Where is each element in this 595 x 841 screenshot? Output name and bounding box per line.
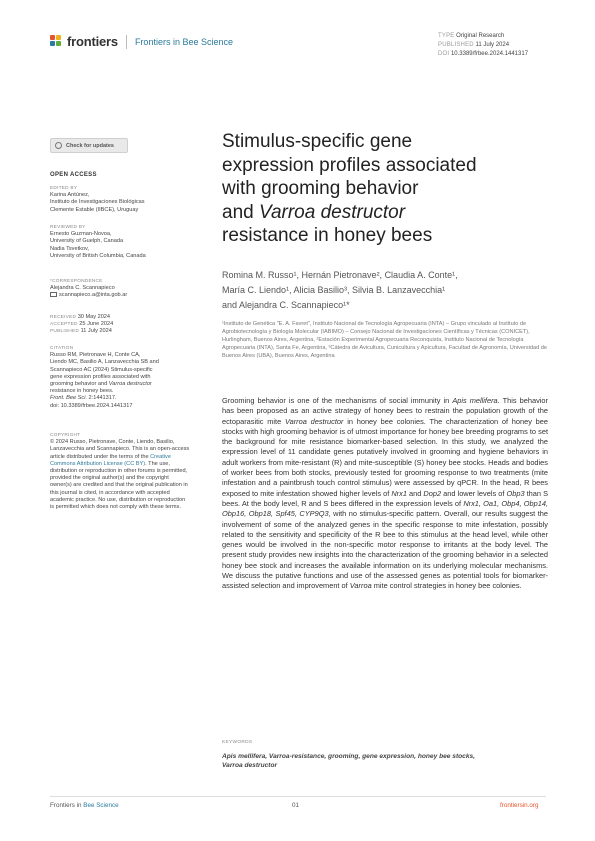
page-number: 01 <box>292 802 300 809</box>
type-label: TYPE <box>438 33 455 39</box>
citation-species: Varroa destructor <box>108 381 152 388</box>
citation-line: Russo RM, Pietronave H, Conte CA, <box>50 352 141 359</box>
citation-line: Scannapieco AC (2024) Stimulus-specific <box>50 366 153 373</box>
received-date: 30 May 2024 <box>77 314 111 320</box>
doi-label: DOI <box>438 51 450 57</box>
citation-journal: Front. Bee Sci. <box>50 395 87 402</box>
citation-section <box>50 345 190 410</box>
reviewed-by-section <box>50 224 190 260</box>
published-date: 11 July 2024 <box>80 328 112 335</box>
title-line: resistance in honey bees <box>222 225 433 246</box>
citation-line: Liendo MC, Basilio A, Lanzavecchia SB and <box>50 359 159 366</box>
keywords-label: KEYWORDS <box>222 740 253 745</box>
dates-section <box>50 314 190 336</box>
copyright-text: © 2024 Russo, Pietronave, Conte, Liendo, Basilio, Lanzavecchia and Scannapieco. This is an open-access article distributed under the terms of the <box>50 439 190 460</box>
title-line: expression profiles associated <box>222 154 477 176</box>
journal-name[interactable]: Frontiers in Bee Science <box>134 36 233 47</box>
check-updates-label: Check for updates <box>66 142 114 149</box>
correspondence-section <box>50 278 190 300</box>
published-label: PUBLISHED <box>50 329 79 335</box>
correspondence-name: Alejandra C. Scannapieco <box>50 285 115 292</box>
open-access-label: OPEN ACCESS <box>50 172 97 178</box>
received-label: RECEIVED <box>50 315 77 320</box>
reviewer-name: Ernesto Guzman-Novoa, <box>50 231 112 238</box>
published-label: PUBLISHED <box>438 42 474 48</box>
reviewer-affil: University of Guelph, Canada <box>50 238 124 245</box>
accepted-date: 25 June 2024 <box>79 321 114 328</box>
citation-doi[interactable]: doi: 10.3389/frbee.2024.1441317 <box>50 402 133 409</box>
edited-by-label: EDITED BY <box>50 186 78 191</box>
title-species: Varroa destructor <box>258 201 406 223</box>
accepted-label: ACCEPTED <box>50 322 78 328</box>
reviewer-affil: University of British Columbia, Canada <box>50 252 146 259</box>
authors-line[interactable]: María C. Liendo¹, Alicia Basilio³, Silvia B. Lanzavecchia¹ <box>222 285 446 295</box>
citation-line: resistance in honey bees. <box>50 388 114 395</box>
footer-site-link[interactable]: frontiersin.org <box>500 802 539 809</box>
reviewer-name: Nadia Tsvetkov, <box>50 245 89 252</box>
citation-label: CITATION <box>50 346 74 351</box>
footer-divider <box>50 796 546 797</box>
citation-line: grooming behavior and <box>50 381 108 388</box>
title-line: and <box>222 201 259 223</box>
check-updates-icon <box>55 142 62 149</box>
edited-by-section <box>50 185 190 214</box>
article-meta <box>438 32 528 59</box>
citation-line: gene expression profiles associated with <box>50 373 151 380</box>
copyright-label: COPYRIGHT <box>50 433 81 438</box>
published-value: 11 July 2024 <box>475 42 510 48</box>
doi-link[interactable]: 10.3389/frbee.2024.1441317 <box>450 51 529 57</box>
correspondence-email-row[interactable] <box>50 292 190 299</box>
correspondence-email[interactable]: scannapieco.a@inta.gob.ar <box>59 292 128 299</box>
article-title <box>222 130 542 248</box>
footer-journal[interactable]: Frontiers in Bee Science <box>50 802 119 809</box>
authors-line[interactable]: Romina M. Russo¹, Hernán Pietronave², Claudia A. Conte¹, <box>222 270 458 280</box>
copyright-text: . The use, distribution or reproduction in other forums is permitted, provided the original author(s) and the copyright owner(s) are credited and that the original publication in this journal is cited, in accordance with accepted academic practice. No use, distribution or reproduction is permitted which does not comply with these terms. <box>50 460 188 511</box>
authors-line[interactable]: and Alejandra C. Scannapieco¹* <box>222 300 350 310</box>
frontiers-logo-icon <box>50 35 64 49</box>
editor-affil: Clemente Estable (IIBCE), Uruguay <box>50 206 139 213</box>
cc-by-license-link[interactable]: Creative Commons Attribution License (CC BY) <box>50 453 171 467</box>
editor-name: Karina Antúnez, <box>50 192 90 199</box>
title-line: with grooming behavior <box>222 178 419 199</box>
copyright-section <box>50 432 190 511</box>
affiliations: ¹Instituto de Genética "E. A. Favret", Instituto Nacional de Tecnología Agropecuaria (INTA) – Grupo vinculado al Instituto de Agrobiotecnología y Biología Molecular (IABIMO) – Consejo Nacional de Investigaciones Científicas y Técnicas (CONICET), Hurlingham, Buenos Aires, Argentina, ²Estación Experimental Agropecuaria Reconquista, Instituto Nacional de Tecnología Agropecuaria (INTA), Santa Fe, Argentina, ³Cátedra de Avicultura, Cunicultura y Apicultura, Facultad de Agronomía, Universidad de Buenos Aires (UBA), Buenos Aires, Argentina <box>222 321 548 359</box>
keywords: Apis mellifera, Varroa-resistance, grooming, gene expression, honey bee stocks, Varroa destructor <box>222 753 475 769</box>
logo-divider <box>126 35 127 49</box>
author-list <box>222 268 552 313</box>
abstract: Grooming behavior is one of the mechanisms of social immunity in Apis mellifera. This behavior has been proposed as an active strategy of honey bees to restrain the population growth of the ectoparasitic mite Varroa destructor in honey bee colonies. The characterization of honey bee stocks with high grooming behavior is of utmost importance for honey bee breeding programs to set the background for mite resistance biomarker-based selection. In this study, we analyzed the expression level of 11 candidate genes putatively involved in grooming and hygiene behaviors in adult workers from mite-resistant (R) and mite-susceptible (S) honey bee stocks. Heads and bodies of worker bees from both stocks, previously tested for grooming response to two treatments (mite infestation and a paintbrush touch control stimulus) were assessed by qPCR. In the head, R bees exposed to mite infestation showed higher levels of Nrx1 and Dop2 and lower levels of Obp3 than S bees. At the body level, R and S bees differed in the expression levels of Nrx1, Oa1, Obp4, Obp14, Obp16, Obp18, Spf45, CYP9Q3, with no stimulus-specific pattern. Overall, our results suggest the involvement of some of the analyzed genes in the specific response to mite infestation, possibly related to the sensitivity and specificity of the R bee to this stimulus at the head level, while other genes would be involved in the non-specific motor response to irritants at the body level. The present study provides new insights into the characterization of the grooming behavior in a selected honey bee stock and increases the available information on its underlying molecular mechanisms. We discuss the putative functions and use of the assessed genes as potential tools for biomarker-assisted selection and improvement of Varroa mite control strategies in honey bee colonies. <box>222 396 549 591</box>
reviewed-by-label: REVIEWED BY <box>50 225 86 230</box>
citation-volume: 2:1441317. <box>87 395 117 402</box>
type-value: Original Research <box>456 33 505 39</box>
correspondence-label: *CORRESPONDENCE <box>50 279 103 284</box>
check-for-updates-button[interactable] <box>50 138 128 153</box>
frontiers-logo[interactable] <box>50 34 233 49</box>
logo-wordmark: frontiers <box>67 34 118 49</box>
envelope-icon <box>50 292 57 297</box>
editor-affil: Instituto de Investigaciones Biológicas <box>50 199 145 206</box>
title-line: Stimulus-specific gene <box>222 131 413 152</box>
